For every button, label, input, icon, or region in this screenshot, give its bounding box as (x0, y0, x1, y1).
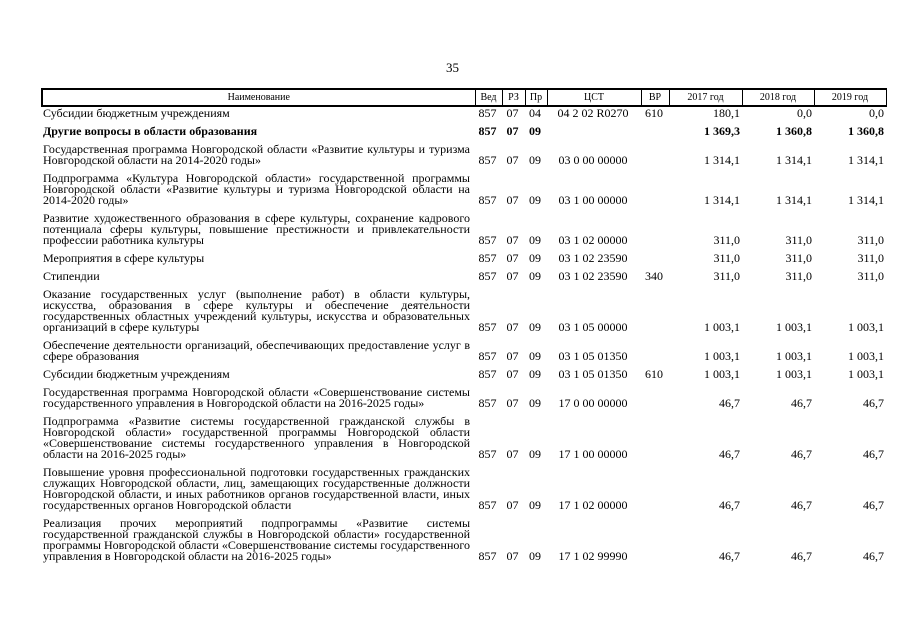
row-value-2017: 311,0 (713, 251, 740, 265)
row-rz: 07 (506, 549, 519, 563)
row-rz: 07 (506, 447, 519, 461)
row-ved: 857 (478, 349, 497, 363)
row-value-2019: 46,7 (863, 396, 884, 410)
row-rz: 07 (506, 396, 519, 410)
row-pr: 09 (529, 320, 541, 334)
row-cst: 17 1 00 00000 (558, 447, 628, 461)
row-name: Подпрограмма «Культура Новгородской области» государственной программы Новгородской области «Развитие культуры и туризма Новгородской области на 2014-2020 годы» (43, 171, 470, 207)
row-value-2019: 1 003,1 (848, 349, 884, 363)
row-pr: 09 (529, 396, 541, 410)
row-name: Подпрограмма «Развитие системы государственной гражданской службы в Новгородской области» государственной программы Новгородской области «Совершенствование системы государственного управления в Новгородской области на 2016-2025 годы» (43, 414, 470, 461)
row-rz: 07 (506, 269, 519, 283)
row-pr: 09 (529, 447, 541, 461)
row-vr (640, 248, 668, 266)
row-value-2017: 1 003,1 (704, 367, 740, 381)
row-value-2019: 46,7 (863, 549, 884, 563)
table-row (41, 364, 885, 382)
row-name: Реализация прочих мероприятий подпрограммы «Развитие системы государственной гражданской службы в Новгородской области» государственной программы Новгородской области «Совершенствование системы государственного управления в Новгородской области на 2016-2025 годы» (43, 516, 470, 563)
row-ved: 857 (478, 396, 497, 410)
row-value-2019: 46,7 (863, 447, 884, 461)
table-row (41, 208, 885, 248)
row-rz: 07 (506, 233, 519, 247)
row-value-2017: 1 003,1 (704, 349, 740, 363)
row-vr (640, 411, 668, 462)
row-value-2019: 311,0 (857, 233, 884, 247)
row-rz: 07 (506, 320, 519, 334)
column-header-name: Наименование (42, 89, 475, 106)
table-row (41, 382, 885, 411)
row-value-2018: 1 003,1 (776, 349, 812, 363)
row-value-2017: 311,0 (713, 269, 740, 283)
row-name: Стипендии (43, 269, 100, 283)
row-vr (640, 513, 668, 564)
row-vr (640, 208, 668, 248)
row-ved: 857 (478, 153, 497, 167)
column-header-ved: Вед (475, 89, 502, 106)
row-value-2018: 0,0 (797, 106, 812, 120)
budget-table (41, 107, 885, 564)
row-vr (640, 121, 668, 139)
row-value-2019: 1 314,1 (848, 153, 884, 167)
row-value-2017: 1 369,3 (704, 124, 740, 138)
row-vr (640, 139, 668, 168)
row-cst: 03 1 02 23590 (558, 251, 628, 265)
row-rz: 07 (506, 498, 519, 512)
row-value-2019: 46,7 (863, 498, 884, 512)
column-header-2018: 2018 год (742, 89, 814, 106)
row-value-2018: 46,7 (791, 498, 812, 512)
row-pr: 09 (529, 193, 541, 207)
row-value-2019: 311,0 (857, 251, 884, 265)
row-ved: 857 (478, 106, 497, 120)
row-rz: 07 (506, 193, 519, 207)
row-rz: 07 (506, 153, 519, 167)
row-rz: 07 (506, 124, 519, 138)
row-value-2018: 1 314,1 (776, 153, 812, 167)
row-name: Государственная программа Новгородской области «Развитие культуры и туризма Новгородской области на 2014-2020 годы» (43, 142, 470, 167)
row-value-2018: 46,7 (791, 549, 812, 563)
row-value-2018: 1 314,1 (776, 193, 812, 207)
row-ved: 857 (478, 367, 497, 381)
table-row (41, 121, 885, 139)
row-value-2017: 46,7 (719, 549, 740, 563)
row-pr: 09 (529, 251, 541, 265)
column-header-vr: ВР (641, 89, 669, 106)
row-pr: 09 (529, 498, 541, 512)
row-name: Оказание государственных услуг (выполнение работ) в области культуры, искусства, образования в сфере культуры и обеспечение деятельности государственных областных учреждений культуры, искусства и образовательных организаций в сфере культуры (43, 287, 470, 334)
page-number: 35 (446, 60, 459, 75)
row-value-2019: 1 003,1 (848, 320, 884, 334)
row-pr: 04 (529, 106, 541, 120)
row-vr (640, 335, 668, 364)
row-cst: 04 2 02 R0270 (557, 106, 629, 120)
row-cst: 03 1 00 00000 (558, 193, 628, 207)
row-vr (640, 168, 668, 208)
row-pr: 09 (529, 269, 541, 283)
row-value-2019: 1 003,1 (848, 367, 884, 381)
row-vr: 340 (645, 269, 663, 283)
row-vr (640, 284, 668, 335)
row-cst: 17 0 00 00000 (558, 396, 628, 410)
row-pr: 09 (529, 124, 541, 138)
table-row (41, 462, 885, 513)
row-name: Другие вопросы в области образования (43, 124, 258, 138)
row-name: Обеспечение деятельности организаций, обеспечивающих предоставление услуг в сфере образования (43, 338, 470, 363)
row-name: Мероприятия в сфере культуры (43, 251, 205, 265)
table-row (41, 248, 885, 266)
row-cst: 17 1 02 99990 (558, 549, 628, 563)
row-value-2017: 46,7 (719, 447, 740, 461)
row-pr: 09 (529, 153, 541, 167)
row-ved: 857 (478, 269, 497, 283)
row-vr (640, 382, 668, 411)
row-value-2017: 46,7 (719, 396, 740, 410)
column-header-2019: 2019 год (814, 89, 886, 106)
row-value-2018: 1 003,1 (776, 367, 812, 381)
row-cst: 03 1 02 00000 (558, 233, 628, 247)
table-row (41, 168, 885, 208)
row-name: Субсидии бюджетным учреждениям (43, 367, 230, 381)
row-value-2017: 1 314,1 (704, 193, 740, 207)
row-value-2019: 311,0 (857, 269, 884, 283)
column-header-pr: Пр (525, 89, 547, 106)
row-value-2019: 1 360,8 (848, 124, 884, 138)
row-name: Повышение уровня профессиональной подготовки государственных гражданских служащих Новгородской области, лиц, замещающих государственные должности Новгородской области, и иных работников органов государственной власти, иных государственных органов Новгородской области (43, 465, 470, 512)
row-cst: 03 1 05 00000 (558, 320, 628, 334)
table-row (41, 284, 885, 335)
row-ved: 857 (478, 124, 497, 138)
row-ved: 857 (478, 193, 497, 207)
table-row (41, 139, 885, 168)
row-cst: 03 0 00 00000 (558, 153, 628, 167)
row-ved: 857 (478, 498, 497, 512)
table-header (41, 88, 887, 107)
row-ved: 857 (478, 320, 497, 334)
table-row (41, 107, 885, 121)
row-value-2018: 311,0 (785, 233, 812, 247)
row-vr (640, 462, 668, 513)
row-value-2018: 1 003,1 (776, 320, 812, 334)
row-value-2018: 311,0 (785, 251, 812, 265)
table-row (41, 335, 885, 364)
row-ved: 857 (478, 251, 497, 265)
table-row (41, 411, 885, 462)
row-value-2018: 46,7 (791, 396, 812, 410)
column-header-cst: ЦСТ (547, 89, 641, 106)
row-cst: 17 1 02 00000 (558, 498, 628, 512)
row-cst: 03 1 05 01350 (558, 367, 628, 381)
row-value-2017: 1 314,1 (704, 153, 740, 167)
table-row (41, 266, 885, 284)
row-name: Государственная программа Новгородской области «Совершенствование системы государственного управления в Новгородской области на 2016-2025 годы» (43, 385, 470, 410)
row-cst (546, 121, 640, 139)
row-pr: 09 (529, 233, 541, 247)
column-header-2017: 2017 год (669, 89, 742, 106)
row-pr: 09 (529, 367, 541, 381)
row-value-2018: 1 360,8 (776, 124, 812, 138)
row-cst: 03 1 05 01350 (558, 349, 628, 363)
row-name: Субсидии бюджетным учреждениям (43, 106, 230, 120)
row-rz: 07 (506, 367, 519, 381)
row-value-2019: 0,0 (869, 106, 884, 120)
row-pr: 09 (529, 349, 541, 363)
row-value-2017: 311,0 (713, 233, 740, 247)
column-header-rz: РЗ (502, 89, 525, 106)
row-rz: 07 (506, 349, 519, 363)
row-value-2018: 311,0 (785, 269, 812, 283)
row-value-2017: 180,1 (713, 106, 740, 120)
row-name: Развитие художественного образования в сфере культуры, сохранение кадрового потенциала сферы культуры, повышение престижности и привлекательности профессии работника культуры (43, 211, 470, 247)
row-value-2017: 46,7 (719, 498, 740, 512)
row-rz: 07 (506, 106, 519, 120)
row-pr: 09 (529, 549, 541, 563)
row-vr: 610 (645, 106, 663, 120)
row-ved: 857 (478, 549, 497, 563)
row-rz: 07 (506, 251, 519, 265)
table-row (41, 513, 885, 564)
row-value-2018: 46,7 (791, 447, 812, 461)
row-value-2019: 1 314,1 (848, 193, 884, 207)
row-value-2017: 1 003,1 (704, 320, 740, 334)
row-ved: 857 (478, 233, 497, 247)
row-ved: 857 (478, 447, 497, 461)
row-vr: 610 (645, 367, 663, 381)
row-cst: 03 1 02 23590 (558, 269, 628, 283)
